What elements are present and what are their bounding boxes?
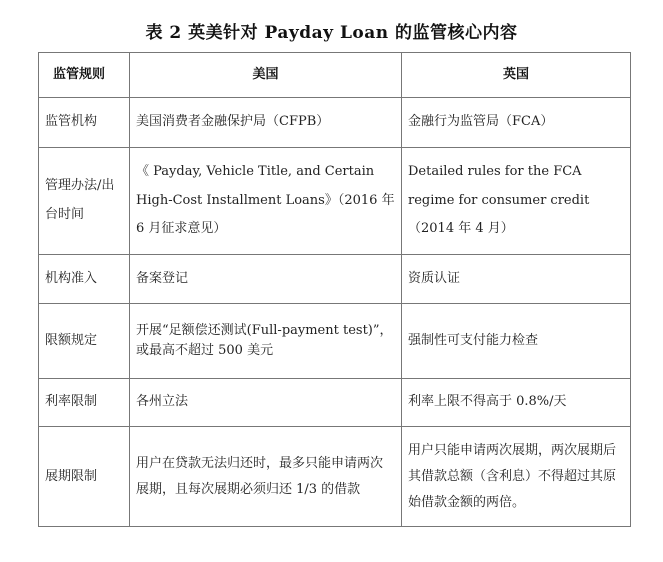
uk-cell: Detailed rules for the FCA regime for consumer credit （2014 年 4 月） — [402, 148, 631, 255]
rule-cell: 监管机构 — [39, 98, 130, 148]
table-row — [39, 148, 631, 255]
regulation-table — [38, 52, 631, 527]
table-header-row — [39, 53, 631, 98]
table-title: 表 2 英美针对 Payday Loan 的监管核心内容 — [145, 23, 518, 43]
us-cell: 开展“足额偿还测试(Full-payment test)”，或最高不超过 500 美元 — [130, 304, 402, 379]
rule-cell: 限额规定 — [39, 304, 130, 379]
us-cell: 各州立法 — [130, 379, 402, 427]
us-cell: 用户在贷款无法归还时，最多只能申请两次展期，且每次展期必须归还 1/3 的借款 — [130, 427, 402, 527]
uk-cell: 用户只能申请两次展期，两次展期后其借款总额（含利息）不得超过其原始借款金额的两倍。 — [402, 427, 631, 527]
table-row — [39, 427, 631, 527]
rule-cell: 机构准入 — [39, 255, 130, 304]
table-row — [39, 98, 631, 148]
rule-cell: 展期限制 — [39, 427, 130, 527]
uk-cell: 利率上限不得高于 0.8%/天 — [402, 379, 631, 427]
rule-cell: 利率限制 — [39, 379, 130, 427]
uk-cell: 强制性可支付能力检查 — [402, 304, 631, 379]
rule-cell: 管理办法/出台时间 — [39, 148, 130, 255]
table-row — [39, 304, 631, 379]
header-rule: 监管规则 — [39, 53, 130, 98]
uk-cell: 资质认证 — [402, 255, 631, 304]
us-cell: 美国消费者金融保护局（CFPB） — [130, 98, 402, 148]
header-us: 美国 — [130, 53, 402, 98]
header-uk: 英国 — [402, 53, 631, 98]
table-row — [39, 379, 631, 427]
us-cell: 备案登记 — [130, 255, 402, 304]
table-row — [39, 255, 631, 304]
uk-cell: 金融行为监管局（FCA） — [402, 98, 631, 148]
us-cell: 《 Payday, Vehicle Title, and Certain High-Cost Installment Loans》（2016 年 6 月征求意见） — [130, 148, 402, 255]
